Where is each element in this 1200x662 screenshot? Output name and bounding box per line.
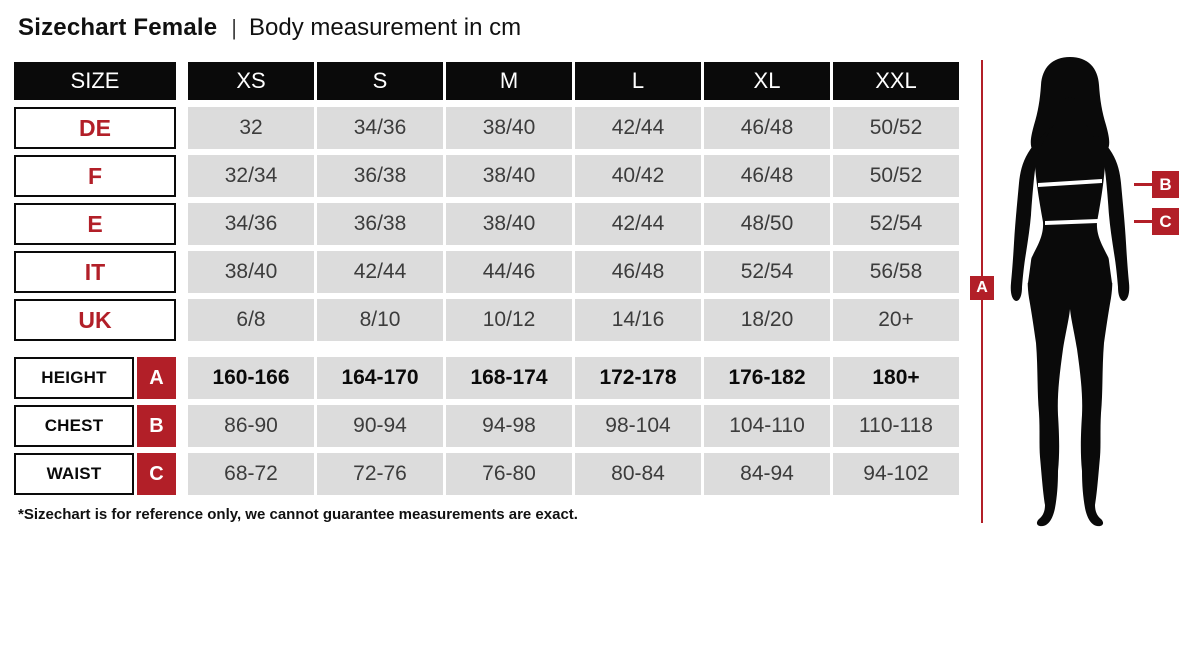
cell-waist-m: 76-80 xyxy=(446,453,572,495)
col-header-xl: XL xyxy=(704,62,830,100)
cell-height-m: 168-174 xyxy=(446,357,572,399)
cell-height-xs: 160-166 xyxy=(188,357,314,399)
row-label-de: DE xyxy=(14,107,176,149)
cell-it-l: 46/48 xyxy=(575,251,701,293)
cell-uk-xxl: 20+ xyxy=(833,299,959,341)
row-label-uk: UK xyxy=(14,299,176,341)
page-title xyxy=(18,14,521,42)
cell-e-xl: 48/50 xyxy=(704,203,830,245)
table-row-waist xyxy=(14,453,962,495)
cell-uk-l: 14/16 xyxy=(575,299,701,341)
cell-waist-l: 80-84 xyxy=(575,453,701,495)
size-table xyxy=(14,62,962,495)
col-header-xs: XS xyxy=(188,62,314,100)
cell-it-s: 42/44 xyxy=(317,251,443,293)
cell-waist-s: 72-76 xyxy=(317,453,443,495)
cell-e-xs: 34/36 xyxy=(188,203,314,245)
cell-de-l: 42/44 xyxy=(575,107,701,149)
cell-chest-m: 94-98 xyxy=(446,405,572,447)
cell-chest-xs: 86-90 xyxy=(188,405,314,447)
table-header-row xyxy=(14,62,962,100)
cell-uk-s: 8/10 xyxy=(317,299,443,341)
col-header-m: M xyxy=(446,62,572,100)
silhouette-body xyxy=(1028,97,1113,526)
row-label-it: IT xyxy=(14,251,176,293)
cell-de-xl: 46/48 xyxy=(704,107,830,149)
row-label-height: HEIGHT xyxy=(14,357,134,399)
row-label-waist: WAIST xyxy=(14,453,134,495)
cell-waist-xl: 84-94 xyxy=(704,453,830,495)
row-label-f: F xyxy=(14,155,176,197)
cell-e-l: 42/44 xyxy=(575,203,701,245)
table-row-f xyxy=(14,155,962,197)
table-row-e xyxy=(14,203,962,245)
marker-a-cell: A xyxy=(137,357,176,399)
female-silhouette xyxy=(1000,55,1140,530)
col-header-s: S xyxy=(317,62,443,100)
marker-b-badge: B xyxy=(1152,171,1179,198)
cell-e-m: 38/40 xyxy=(446,203,572,245)
title-separator: | xyxy=(231,15,238,40)
col-header-xxl: XXL xyxy=(833,62,959,100)
row-label-chest: CHEST xyxy=(14,405,134,447)
cell-height-s: 164-170 xyxy=(317,357,443,399)
cell-uk-m: 10/12 xyxy=(446,299,572,341)
cell-it-xl: 52/54 xyxy=(704,251,830,293)
cell-chest-l: 98-104 xyxy=(575,405,701,447)
cell-de-s: 34/36 xyxy=(317,107,443,149)
cell-e-xxl: 52/54 xyxy=(833,203,959,245)
cell-it-xs: 38/40 xyxy=(188,251,314,293)
table-row-uk xyxy=(14,299,962,341)
cell-it-xxl: 56/58 xyxy=(833,251,959,293)
cell-de-xs: 32 xyxy=(188,107,314,149)
cell-waist-xxl: 94-102 xyxy=(833,453,959,495)
table-row-it xyxy=(14,251,962,293)
cell-f-l: 40/42 xyxy=(575,155,701,197)
cell-f-xl: 46/48 xyxy=(704,155,830,197)
row-label-e: E xyxy=(14,203,176,245)
marker-a-badge: A xyxy=(970,276,994,300)
marker-b-cell: B xyxy=(137,405,176,447)
title-subtitle: Body measurement in cm xyxy=(249,14,522,41)
cell-de-xxl: 50/52 xyxy=(833,107,959,149)
cell-f-m: 38/40 xyxy=(446,155,572,197)
cell-f-s: 36/38 xyxy=(317,155,443,197)
cell-e-s: 36/38 xyxy=(317,203,443,245)
cell-height-l: 172-178 xyxy=(575,357,701,399)
cell-f-xxl: 50/52 xyxy=(833,155,959,197)
cell-uk-xl: 18/20 xyxy=(704,299,830,341)
cell-f-xs: 32/34 xyxy=(188,155,314,197)
table-row-chest xyxy=(14,405,962,447)
cell-uk-xs: 6/8 xyxy=(188,299,314,341)
cell-it-m: 44/46 xyxy=(446,251,572,293)
col-header-l: L xyxy=(575,62,701,100)
cell-height-xxl: 180+ xyxy=(833,357,959,399)
cell-chest-xl: 104-110 xyxy=(704,405,830,447)
cell-waist-xs: 68-72 xyxy=(188,453,314,495)
table-row-de xyxy=(14,107,962,149)
cell-height-xl: 176-182 xyxy=(704,357,830,399)
cell-chest-xxl: 110-118 xyxy=(833,405,959,447)
cell-chest-s: 90-94 xyxy=(317,405,443,447)
col-header-size: SIZE xyxy=(14,62,176,100)
footnote-text: *Sizechart is for reference only, we cannot guarantee measurements are exact. xyxy=(18,506,578,523)
marker-c-cell: C xyxy=(137,453,176,495)
marker-c-badge: C xyxy=(1152,208,1179,235)
title-main: Sizechart Female xyxy=(18,14,218,41)
table-row-height xyxy=(14,357,962,399)
cell-de-m: 38/40 xyxy=(446,107,572,149)
